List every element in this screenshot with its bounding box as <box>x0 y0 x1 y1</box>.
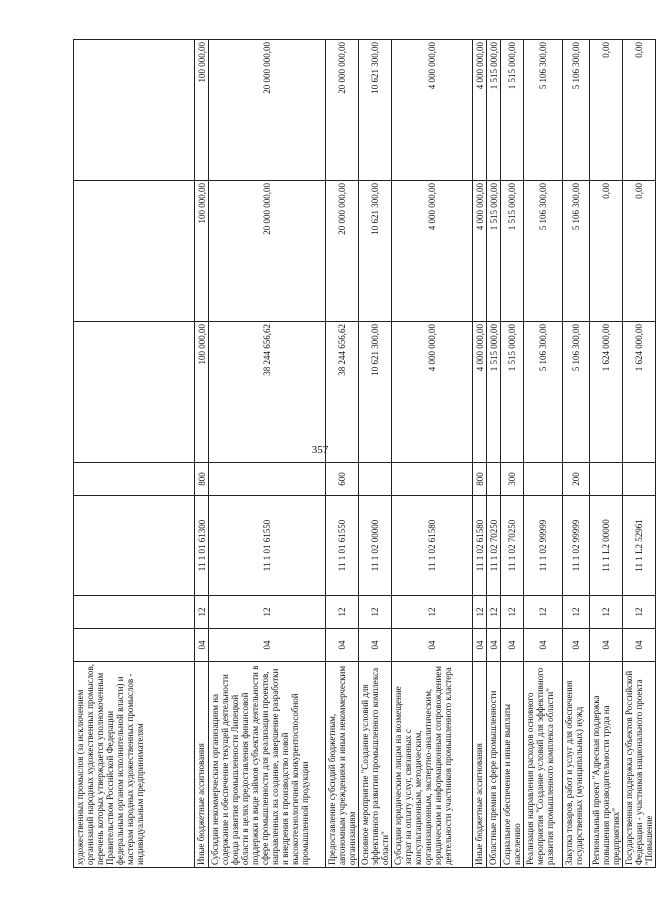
target-article-cell: 11 1 02 99999 <box>524 496 563 596</box>
target-article-cell: 11 1 02 61580 <box>392 496 473 596</box>
section-code-cell: 04 <box>590 629 623 662</box>
amount-cell-2: 5 106 300,00 <box>563 181 590 322</box>
expense-type-cell: 800 <box>473 463 487 496</box>
section-code-cell: 04 <box>209 629 326 662</box>
amount-cell-2: 0,00 <box>623 181 656 322</box>
target-article-cell: 11 1 L2 00000 <box>590 496 623 596</box>
amount-cell-2: 4 000 000,00 <box>473 181 487 322</box>
amount-cell-2: 100 000,00 <box>195 181 209 322</box>
subsection-code-cell: 12 <box>623 596 656 629</box>
section-code-cell: 04 <box>195 629 209 662</box>
subsection-code-cell: 12 <box>359 596 392 629</box>
amount-cell-3 <box>74 40 195 181</box>
section-code-cell: 04 <box>501 629 524 662</box>
expense-type-cell: 800 <box>195 463 209 496</box>
expense-type-cell <box>590 463 623 496</box>
amount-cell-3: 20 000 000,00 <box>326 40 359 181</box>
section-code-cell: 04 <box>623 629 656 662</box>
amount-cell-2: 4 000 000,00 <box>392 181 473 322</box>
expense-type-cell <box>623 463 656 496</box>
amount-cell-1: 4 000 000,00 <box>392 322 473 463</box>
table-row <box>209 40 326 868</box>
amount-cell-3: 0,00 <box>623 40 656 181</box>
table-row <box>563 40 590 868</box>
table-row <box>74 40 195 868</box>
subsection-code-cell: 12 <box>524 596 563 629</box>
target-article-cell: 11 1 02 70250 <box>487 496 501 596</box>
expense-type-cell <box>487 463 501 496</box>
amount-cell-1: 1 515 000,00 <box>501 322 524 463</box>
amount-cell-2: 20 000 000,00 <box>326 181 359 322</box>
section-code-cell: 04 <box>563 629 590 662</box>
subsection-code-cell: 12 <box>326 596 359 629</box>
expense-type-cell: 600 <box>326 463 359 496</box>
subsection-code-cell: 12 <box>590 596 623 629</box>
section-code-cell: 04 <box>359 629 392 662</box>
amount-cell-1: 4 000 000,00 <box>473 322 487 463</box>
expense-type-cell <box>359 463 392 496</box>
amount-cell-1: 38 244 656,62 <box>209 322 326 463</box>
table-row <box>326 40 359 868</box>
amount-cell-3: 5 106 300,00 <box>524 40 563 181</box>
section-code-cell <box>74 629 195 662</box>
section-code-cell: 04 <box>524 629 563 662</box>
item-name-cell: Иные бюджетные ассигнования <box>473 662 487 868</box>
subsection-code-cell: 12 <box>487 596 501 629</box>
item-name-cell: Областные премии в сфере промышленности <box>487 662 501 868</box>
target-article-cell: 11 1 02 00000 <box>359 496 392 596</box>
expense-type-cell <box>74 463 195 496</box>
section-code-cell: 04 <box>473 629 487 662</box>
table-row <box>359 40 392 868</box>
target-article-cell: 11 1 01 61550 <box>326 496 359 596</box>
item-name-cell: Субсидии юридическим лицам на возмещение затрат на оплату услуг, связанных с консультационным, методическим, организационным, экспертно-аналитическим, юридическим и информационным сопровождением деятельности участников промышленного кластера <box>392 662 473 868</box>
item-name-cell: Государственная поддержка субъектов Российской Федерации - участников национального проекта "Повышение <box>623 662 656 868</box>
amount-cell-3: 10 621 300,00 <box>359 40 392 181</box>
subsection-code-cell: 12 <box>563 596 590 629</box>
expense-type-cell <box>392 463 473 496</box>
section-code-cell: 04 <box>326 629 359 662</box>
amount-cell-2: 0,00 <box>590 181 623 322</box>
expense-type-cell: 200 <box>563 463 590 496</box>
table-row <box>473 40 487 868</box>
target-article-cell: 11 1 02 61580 <box>473 496 487 596</box>
amount-cell-2: 5 106 300,00 <box>524 181 563 322</box>
subsection-code-cell: 12 <box>501 596 524 629</box>
target-article-cell: 11 1 02 70250 <box>501 496 524 596</box>
amount-cell-3: 0,00 <box>590 40 623 181</box>
amount-cell-3: 100 000,00 <box>195 40 209 181</box>
amount-cell-2: 10 621 300,00 <box>359 181 392 322</box>
table-body <box>74 40 656 868</box>
amount-cell-1: 10 621 300,00 <box>359 322 392 463</box>
amount-cell-1: 1 515 000,00 <box>487 322 501 463</box>
budget-table <box>73 39 656 868</box>
subsection-code-cell: 12 <box>209 596 326 629</box>
amount-cell-3: 4 000 000,00 <box>473 40 487 181</box>
target-article-cell: 11 1 L2 52961 <box>623 496 656 596</box>
subsection-code-cell: 12 <box>195 596 209 629</box>
amount-cell-3: 1 515 000,00 <box>501 40 524 181</box>
subsection-code-cell <box>74 596 195 629</box>
amount-cell-3: 20 000 000,00 <box>209 40 326 181</box>
item-name-cell: Региональный проект "Адресная поддержка повышения производительности труда на предприятиях" <box>590 662 623 868</box>
item-name-cell: Социальное обеспечение и иные выплаты населению <box>501 662 524 868</box>
table-row <box>623 40 656 868</box>
amount-cell-1: 5 106 300,00 <box>524 322 563 463</box>
item-name-cell: Иные бюджетные ассигнования <box>195 662 209 868</box>
amount-cell-2 <box>74 181 195 322</box>
expense-type-cell <box>524 463 563 496</box>
item-name-cell: Основное мероприятие "Создание условий для эффективного развития промышленного комплекса области" <box>359 662 392 868</box>
section-code-cell: 04 <box>487 629 501 662</box>
amount-cell-2: 1 515 000,00 <box>501 181 524 322</box>
item-name-cell: Закупка товаров, работ и услуг для обеспечения государственных (муниципальных) нужд <box>563 662 590 868</box>
item-name-cell: художественных промыслов (за исключением организаций народных художественных промыслов, перечень которых утверждается уполномоченным Правительством Российской Федерации федеральным органом исполнительной власти) и мастерам народных художественных промыслов - индивидуальным предпринимателям <box>74 662 195 868</box>
section-code-cell: 04 <box>392 629 473 662</box>
amount-cell-3: 4 000 000,00 <box>392 40 473 181</box>
amount-cell-1: 100 000,00 <box>195 322 209 463</box>
target-article-cell: 11 1 01 61550 <box>209 496 326 596</box>
table-row <box>487 40 501 868</box>
expense-type-cell <box>209 463 326 496</box>
amount-cell-1: 5 106 300,00 <box>563 322 590 463</box>
subsection-code-cell: 12 <box>473 596 487 629</box>
target-article-cell: 11 1 02 99999 <box>563 496 590 596</box>
expense-type-cell: 300 <box>501 463 524 496</box>
amount-cell-3: 1 515 000,00 <box>487 40 501 181</box>
amount-cell-1 <box>74 322 195 463</box>
table-row <box>590 40 623 868</box>
target-article-cell <box>74 496 195 596</box>
amount-cell-2: 1 515 000,00 <box>487 181 501 322</box>
amount-cell-1: 1 624 000,00 <box>590 322 623 463</box>
amount-cell-3: 5 106 300,00 <box>563 40 590 181</box>
page-number: 357 <box>311 444 329 456</box>
item-name-cell: Предоставление субсидий бюджетным, автономным учреждениям и иным некоммерческим организациям <box>326 662 359 868</box>
table-row <box>501 40 524 868</box>
amount-cell-1: 1 624 000,00 <box>623 322 656 463</box>
target-article-cell: 11 1 01 61300 <box>195 496 209 596</box>
item-name-cell: Реализация направления расходов основного мероприятия "Создание условий для эффективного развития промышленного комплекса области" <box>524 662 563 868</box>
amount-cell-1: 38 244 656,62 <box>326 322 359 463</box>
table-row <box>524 40 563 868</box>
amount-cell-2: 20 000 000,00 <box>209 181 326 322</box>
table-row <box>392 40 473 868</box>
item-name-cell: Субсидии некоммерческим организациям на содержание и обеспечение текущей деятельности фонда развития промышленности Липецкой области в целях предоставления финансовой поддержки в виде займов субъектам деятельности в сфере промышленности для реализации проектов, направленных на создание, завершение разработки и внедрения в производство новой высокотехнологичной конкурентоспособной промышленной продукции <box>209 662 326 868</box>
subsection-code-cell: 12 <box>392 596 473 629</box>
table-row <box>195 40 209 868</box>
